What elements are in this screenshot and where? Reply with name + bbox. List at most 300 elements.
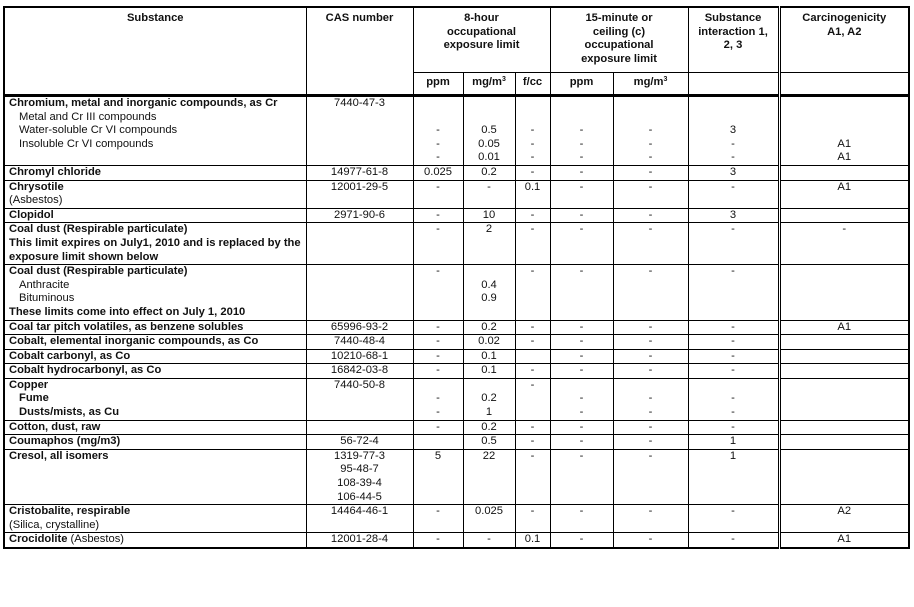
interaction-cell xyxy=(688,533,779,548)
substance-suffix: (Asbestos) xyxy=(67,533,125,546)
cell-value: 14977-61-8 xyxy=(330,165,389,178)
cell-value: - xyxy=(436,335,440,348)
stel-mg-cell xyxy=(613,208,688,223)
cell-value: 0.025 xyxy=(424,165,452,178)
cell-value xyxy=(693,111,774,125)
twa-mg-cell xyxy=(463,364,515,379)
twa-mg-cell xyxy=(463,349,515,364)
twa-mg-cell xyxy=(463,435,515,450)
interaction-cell xyxy=(688,180,779,208)
twa-ppm-cell xyxy=(413,420,463,435)
table-row xyxy=(4,420,909,435)
carcinogenicity-cell xyxy=(779,378,909,420)
cell-value: - xyxy=(579,505,584,518)
table-row xyxy=(4,505,909,533)
carcinogenicity-cell xyxy=(779,320,909,335)
substance-name: Cobalt carbonyl, as Co xyxy=(9,349,131,362)
cell-value: A1 xyxy=(837,533,852,546)
interaction-cell xyxy=(688,320,779,335)
cell-value: - xyxy=(530,265,535,278)
twa-ppm-cell xyxy=(413,349,463,364)
carcinogenicity-cell xyxy=(779,435,909,450)
carcinogenicity-cell xyxy=(779,180,909,208)
cell-value: 0.02 xyxy=(478,335,500,348)
carcinogenicity-cell xyxy=(779,223,909,265)
cas-cell xyxy=(306,320,413,335)
stel-ppm-cell xyxy=(550,449,613,504)
cell-value: - xyxy=(530,364,535,377)
cell-value xyxy=(311,421,409,435)
cell-value: - xyxy=(731,533,735,546)
interaction-cell xyxy=(688,165,779,180)
substance-name: Cotton, dust, raw xyxy=(9,420,101,433)
substance-cell xyxy=(4,449,306,504)
subcol-carcinogenicity-empty xyxy=(779,73,909,96)
stel-ppm-cell xyxy=(550,349,613,364)
carcinogenicity-cell xyxy=(779,165,909,180)
twa-ppm-cell xyxy=(413,208,463,223)
cell-value xyxy=(785,209,905,223)
cell-value xyxy=(785,364,905,378)
substance-cell xyxy=(4,96,306,166)
cell-value xyxy=(693,379,774,393)
subcol-twa-mg-label: mg/m xyxy=(472,76,502,88)
cell-value xyxy=(785,435,905,449)
twa-ppm-cell xyxy=(413,265,463,320)
stel-mg-cell xyxy=(613,265,688,320)
cell-value xyxy=(418,379,459,393)
cell-value: 3 xyxy=(729,124,737,137)
stel-mg-cell xyxy=(613,320,688,335)
cell-value: - xyxy=(648,265,653,278)
cas-cell xyxy=(306,165,413,180)
col-interaction: Substance interaction 1, 2, 3 xyxy=(688,7,779,73)
table-row xyxy=(4,449,909,504)
cas-cell xyxy=(306,533,413,548)
cell-value: - xyxy=(487,180,491,193)
cell-value xyxy=(468,265,511,279)
cell-value: 7440-50-8 xyxy=(333,378,385,391)
twa-ppm-cell xyxy=(413,223,463,265)
cell-value: 0.9 xyxy=(481,292,497,305)
cell-value: 2971-90-6 xyxy=(333,208,385,221)
cell-value: 65996-93-2 xyxy=(330,320,389,333)
table-body xyxy=(4,96,909,549)
stel-mg-cell xyxy=(613,335,688,350)
twa-fcc-cell xyxy=(515,435,550,450)
substance-name: Cresol, all isomers xyxy=(9,449,109,462)
cell-value: - xyxy=(530,151,535,164)
carcinogenicity-cell xyxy=(779,449,909,504)
cell-value xyxy=(618,379,684,393)
cas-cell xyxy=(306,435,413,450)
twa-ppm-cell xyxy=(413,165,463,180)
stel-mg-cell xyxy=(613,420,688,435)
cell-value: 3 xyxy=(729,208,737,221)
cell-value: - xyxy=(731,420,735,433)
table-row xyxy=(4,165,909,180)
twa-fcc-cell xyxy=(515,208,550,223)
cell-value xyxy=(618,111,684,125)
substance-detail: Metal and Cr III compounds xyxy=(19,110,157,123)
cell-value: - xyxy=(530,223,535,236)
table-row xyxy=(4,335,909,350)
cell-value: 7440-48-4 xyxy=(333,335,385,348)
cell-value: - xyxy=(579,137,584,150)
cell-value: - xyxy=(579,392,584,405)
cell-value: - xyxy=(579,420,584,433)
twa-fcc-cell xyxy=(515,505,550,533)
cell-value: - xyxy=(579,435,584,448)
subcol-stel-mg-label: mg/m xyxy=(633,76,664,88)
cell-value xyxy=(468,379,511,393)
substance-name: Cobalt, elemental inorganic compounds, as Co xyxy=(9,335,259,348)
col-stel-group: 15-minute or ceiling (c) occupational exposure limit xyxy=(550,7,688,73)
cas-cell xyxy=(306,265,413,320)
subcol-twa-fcc: f/cc xyxy=(515,73,550,96)
twa-ppm-cell xyxy=(413,364,463,379)
cell-value: - xyxy=(436,137,440,150)
stel-ppm-cell xyxy=(550,364,613,379)
table-row xyxy=(4,364,909,379)
stel-ppm-cell xyxy=(550,208,613,223)
cell-value xyxy=(618,97,684,111)
substance-detail: Bituminous xyxy=(19,292,75,305)
cell-value xyxy=(785,265,905,279)
cell-value: - xyxy=(648,208,653,221)
table-row xyxy=(4,265,909,320)
twa-fcc-cell xyxy=(515,320,550,335)
interaction-cell xyxy=(688,364,779,379)
cell-value: - xyxy=(579,364,584,377)
cell-value: - xyxy=(530,137,535,150)
cell-value: 0.1 xyxy=(481,364,497,377)
header-row xyxy=(4,7,909,73)
cas-cell xyxy=(306,223,413,265)
cell-value: - xyxy=(436,208,440,221)
cas-cell xyxy=(306,420,413,435)
substance-detail: Fume xyxy=(19,392,49,405)
cell-value: - xyxy=(648,137,653,150)
cell-value: - xyxy=(530,335,535,348)
twa-mg-cell xyxy=(463,180,515,208)
cas-cell xyxy=(306,96,413,166)
substance-detail: (Silica, crystalline) xyxy=(9,518,100,531)
cell-value: 0.025 xyxy=(475,505,503,518)
cell-value: - xyxy=(648,124,653,137)
stel-ppm-cell xyxy=(550,435,613,450)
cell-value: - xyxy=(530,435,535,448)
substance-cell xyxy=(4,420,306,435)
twa-fcc-cell xyxy=(515,180,550,208)
cell-value: - xyxy=(487,533,491,546)
twa-mg-cell xyxy=(463,223,515,265)
interaction-cell xyxy=(688,96,779,166)
table-row xyxy=(4,378,909,420)
cell-value: 0.4 xyxy=(481,278,497,291)
subcol-stel-mg xyxy=(613,73,688,96)
twa-ppm-cell xyxy=(413,505,463,533)
table-row xyxy=(4,180,909,208)
cell-value: 1319-77-3 xyxy=(333,449,385,462)
table-row xyxy=(4,349,909,364)
cell-value: 0.01 xyxy=(478,151,500,164)
cell-value xyxy=(785,335,905,349)
cell-value: - xyxy=(648,364,653,377)
cell-value: - xyxy=(579,406,584,419)
cell-value: 1 xyxy=(729,449,737,462)
cell-value: A1 xyxy=(837,151,852,164)
cell-value: - xyxy=(579,335,584,348)
cell-value: - xyxy=(579,124,584,137)
cell-value xyxy=(555,379,609,393)
substance-name: Chromium, metal and inorganic compounds, as Cr xyxy=(9,97,278,109)
cell-value: 10 xyxy=(482,208,496,221)
cell-value: 0.5 xyxy=(481,124,497,137)
stel-mg-cell xyxy=(613,96,688,166)
substance-detail: This limit expires on July1, 2010 and is replaced by the exposure limit shown below xyxy=(9,236,301,263)
cell-value: - xyxy=(648,533,653,546)
cell-value: - xyxy=(731,392,735,405)
cell-value: - xyxy=(731,349,735,362)
cell-value: - xyxy=(530,124,535,137)
cas-cell xyxy=(306,335,413,350)
twa-fcc-cell xyxy=(515,364,550,379)
cell-value: 0.1 xyxy=(481,349,497,362)
stel-mg-cell xyxy=(613,378,688,420)
substance-name: Chrysotile xyxy=(9,180,64,193)
twa-ppm-cell xyxy=(413,335,463,350)
cell-value xyxy=(418,97,459,111)
stel-ppm-cell xyxy=(550,165,613,180)
substance-name: Clopidol xyxy=(9,208,54,221)
cell-value xyxy=(468,111,511,125)
cell-value: - xyxy=(530,320,535,333)
twa-ppm-cell xyxy=(413,449,463,504)
substance-detail: Anthracite xyxy=(19,278,70,291)
cell-value: - xyxy=(436,223,440,236)
substance-name: Crocidolite (Asbestos) xyxy=(9,533,125,546)
cell-value: - xyxy=(842,223,847,236)
cell-value: 1 xyxy=(729,435,737,448)
cell-value: - xyxy=(436,392,440,405)
col-carcinogenicity: Carcinogenicity A1, A2 xyxy=(779,7,909,73)
cell-value: - xyxy=(436,320,440,333)
cell-value: 1 xyxy=(485,406,493,419)
cell-value: - xyxy=(436,180,440,193)
cell-value: - xyxy=(530,449,535,462)
carcinogenicity-cell xyxy=(779,96,909,166)
cell-value xyxy=(520,97,546,111)
cell-value: - xyxy=(436,265,440,278)
twa-mg-cell xyxy=(463,96,515,166)
cell-value: 7440-47-3 xyxy=(333,97,385,109)
stel-ppm-cell xyxy=(550,265,613,320)
cell-value xyxy=(468,97,511,111)
cell-value: - xyxy=(436,124,440,137)
cell-value: - xyxy=(436,420,440,433)
substance-detail: Dusts/mists, as Cu xyxy=(19,406,120,419)
cell-value: - xyxy=(731,180,735,193)
cell-value: 56-72-4 xyxy=(340,435,379,448)
col-substance: Substance xyxy=(4,7,306,96)
cell-value: - xyxy=(648,223,653,236)
twa-mg-cell xyxy=(463,533,515,548)
cell-value: - xyxy=(436,364,440,377)
cell-value: 0.2 xyxy=(481,165,497,178)
cell-value: - xyxy=(579,165,584,178)
stel-ppm-cell xyxy=(550,223,613,265)
twa-mg-cell xyxy=(463,505,515,533)
carcinogenicity-cell xyxy=(779,364,909,379)
cell-value: 0.05 xyxy=(478,137,500,150)
twa-mg-cell xyxy=(463,335,515,350)
cell-value: - xyxy=(579,320,584,333)
cell-value xyxy=(555,111,609,125)
interaction-cell xyxy=(688,449,779,504)
twa-mg-cell xyxy=(463,320,515,335)
twa-ppm-cell xyxy=(413,180,463,208)
twa-mg-cell xyxy=(463,420,515,435)
cell-value xyxy=(311,265,409,279)
cell-value: 3 xyxy=(729,165,737,178)
interaction-cell xyxy=(688,420,779,435)
substance-name: Copper xyxy=(9,378,49,391)
cell-value: - xyxy=(648,435,653,448)
twa-fcc-cell xyxy=(515,223,550,265)
cell-value: - xyxy=(648,165,653,178)
cell-value: 108-39-4 xyxy=(337,477,382,490)
carcinogenicity-cell xyxy=(779,505,909,533)
cell-value: - xyxy=(530,208,535,221)
stel-ppm-cell xyxy=(550,320,613,335)
carcinogenicity-cell xyxy=(779,349,909,364)
substance-name: Cobalt hydrocarbonyl, as Co xyxy=(9,364,162,377)
superscript: 3 xyxy=(663,76,668,83)
stel-mg-cell xyxy=(613,505,688,533)
cell-value: - xyxy=(648,505,653,518)
twa-fcc-cell xyxy=(515,165,550,180)
cell-value xyxy=(785,350,905,364)
table-row xyxy=(4,223,909,265)
substance-cell xyxy=(4,378,306,420)
cell-value xyxy=(311,223,409,237)
stel-mg-cell xyxy=(613,349,688,364)
substance-cell xyxy=(4,349,306,364)
substance-detail: (Asbestos) xyxy=(9,194,63,207)
cell-value: - xyxy=(530,420,535,433)
cell-value: 14464-46-1 xyxy=(330,505,389,518)
carcinogenicity-cell xyxy=(779,335,909,350)
cell-value: - xyxy=(579,349,584,362)
substance-detail: Insoluble Cr VI compounds xyxy=(19,137,154,150)
cell-value: - xyxy=(648,180,653,193)
cell-value: - xyxy=(436,151,440,164)
cell-value: - xyxy=(648,320,653,333)
subcol-twa-mg xyxy=(463,73,515,96)
cell-value: - xyxy=(731,320,735,333)
cell-value: - xyxy=(648,420,653,433)
substance-name: Chromyl chloride xyxy=(9,165,102,178)
substance-cell xyxy=(4,533,306,548)
cell-value xyxy=(555,97,609,111)
twa-fcc-cell xyxy=(515,349,550,364)
subcol-interaction-empty xyxy=(688,73,779,96)
substance-name: Coumaphos (mg/m3) xyxy=(9,435,121,448)
twa-ppm-cell xyxy=(413,435,463,450)
stel-mg-cell xyxy=(613,449,688,504)
cell-value: 12001-28-4 xyxy=(330,533,389,546)
cell-value: 0.1 xyxy=(524,180,541,193)
cell-value xyxy=(785,124,905,138)
cell-value xyxy=(785,450,905,464)
twa-fcc-cell xyxy=(515,265,550,320)
cell-value xyxy=(418,435,459,449)
stel-mg-cell xyxy=(613,165,688,180)
cell-value: - xyxy=(648,335,653,348)
stel-ppm-cell xyxy=(550,533,613,548)
substance-name: Coal dust (Respirable particulate) xyxy=(9,265,188,278)
col-twa-group: 8-hour occupational exposure limit xyxy=(413,7,550,73)
cell-value: 95-48-7 xyxy=(340,463,379,476)
cell-value: - xyxy=(579,208,584,221)
cell-value: 0.2 xyxy=(481,420,497,433)
cell-value: 106-44-5 xyxy=(337,490,382,503)
table-row xyxy=(4,208,909,223)
cell-value xyxy=(520,350,546,364)
twa-fcc-cell xyxy=(515,533,550,548)
cell-value: - xyxy=(648,406,653,419)
interaction-cell xyxy=(688,505,779,533)
carcinogenicity-cell xyxy=(779,533,909,548)
substance-cell xyxy=(4,505,306,533)
carcinogenicity-cell xyxy=(779,208,909,223)
cell-value: - xyxy=(530,378,535,391)
cell-value xyxy=(785,97,905,111)
cell-value: - xyxy=(731,505,735,518)
subcol-stel-ppm: ppm xyxy=(550,73,613,96)
cell-value xyxy=(785,166,905,180)
cell-value: - xyxy=(648,349,653,362)
interaction-cell xyxy=(688,349,779,364)
stel-mg-cell xyxy=(613,223,688,265)
stel-ppm-cell xyxy=(550,378,613,420)
cell-value: 10210-68-1 xyxy=(330,349,389,362)
cell-value: - xyxy=(579,151,584,164)
cell-value: - xyxy=(579,533,584,546)
cell-value: - xyxy=(530,165,535,178)
cell-value: 2 xyxy=(485,223,493,236)
substance-detail: These limits come into effect on July 1, 2010 xyxy=(9,305,246,318)
cell-value: - xyxy=(579,223,584,236)
substance-cell xyxy=(4,435,306,450)
twa-fcc-cell xyxy=(515,449,550,504)
cas-cell xyxy=(306,180,413,208)
interaction-cell xyxy=(688,335,779,350)
cell-value: - xyxy=(436,406,440,419)
substance-cell xyxy=(4,364,306,379)
cell-value: - xyxy=(731,335,735,348)
twa-fcc-cell xyxy=(515,378,550,420)
carcinogenicity-cell xyxy=(779,265,909,320)
twa-mg-cell xyxy=(463,208,515,223)
table-row xyxy=(4,96,909,166)
cell-value xyxy=(520,111,546,125)
subcol-twa-ppm: ppm xyxy=(413,73,463,96)
stel-ppm-cell xyxy=(550,335,613,350)
stel-ppm-cell xyxy=(550,180,613,208)
twa-mg-cell xyxy=(463,165,515,180)
